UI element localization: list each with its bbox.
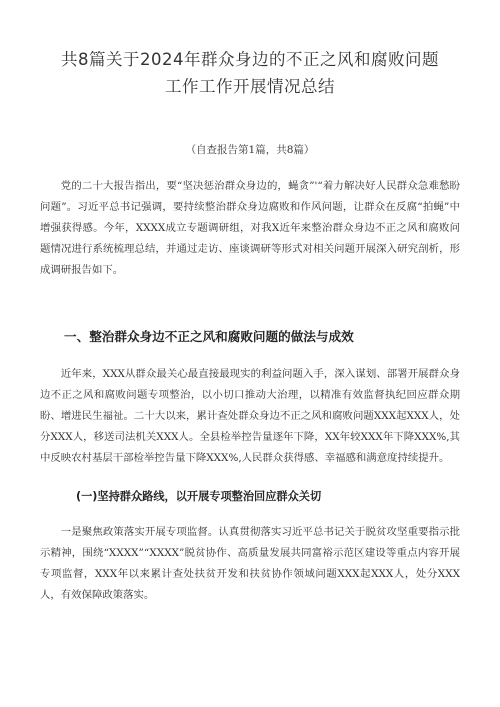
subsection-heading-1: (一)坚持群众路线，以开展专项整治回应群众关切 [76,490,322,503]
title-line-1: 共8篇关于2024年群众身边的不正之风和腐败问题 [61,50,439,69]
intro-paragraph: 党的二十大报告指出，要“坚决惩治群众身边的，蝇贪”'“着力解决好人民群众急难愁盼问题”。习近平总书记强调，要持续整治群众身边腐败和作风问题，让群众在反腐“拍蝇”中增强获得感。今年，XXXX成立专题调研组，对我X近年来整治群众身边不正之风和腐败问题情况进行系统梳理总结，并通过走访、座谈调研等形式对相关问题开展深入研究剖析，形成调研报告如下。 [40,180,460,276]
section-heading-1: 一、整治群众身边不正之风和腐败问题的做法与成效 [64,329,354,344]
document-title [40,46,460,100]
document-subtitle: （自查报告第1篇，共8篇） [185,144,315,156]
subsection1-paragraph: 一是聚焦政策落实开展专项监督。认真贯彻落实习近平总书记关于脱贫攻坚重要指示批示精神，围绕“XXXX”“XXXX”脱贫协作、高质量发展共同富裕示范区建设等重点内容开展专项监督，XXX年以来累计查处扶贫开发和扶贫协作领域问题XXX起XXX人，处分XXX人，有效保障政策落实。 [40,526,460,601]
title-line-2: 工作工作开展情况总结 [165,77,335,96]
section1-paragraph: 近年来，XXX从群众最关心最直接最现实的利益问题入手，深入谋划、部署开展群众身边不正之风和腐败问题专项整治，以小切口推动大治理，以精准有效监督执纪回应群众期盼、增进民生福祉。二十大以来，累计查处群众身边不正之风和腐败问题XXX起XXX人，处分XXX人，移送司法机关XXX人。全县检举控告量逐年下降，XX年较XXX年下降XXX%,其中反映农村基层干部检举控告量下降XXX%,人民群众获得感、幸福感和满意度持续提升。 [40,368,460,464]
